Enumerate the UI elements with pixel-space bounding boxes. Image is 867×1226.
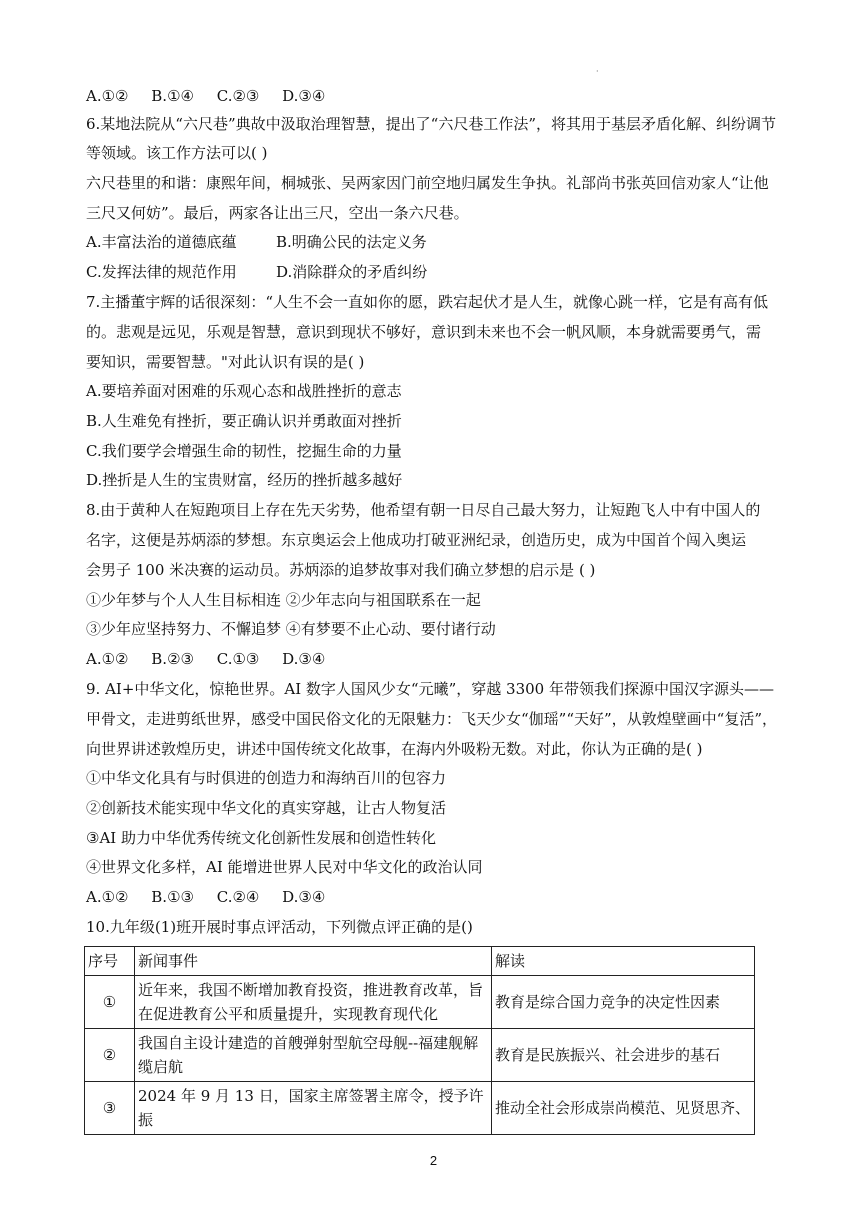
- row-event-line: 缆启航: [138, 1058, 184, 1076]
- q6-option-a: A.丰富法治的道德底蕴: [86, 233, 237, 251]
- q5-choice-a: A.①②: [86, 87, 129, 105]
- table-row: [85, 1029, 755, 1082]
- q9-choice-b: B.①③: [151, 888, 194, 906]
- table-row: [85, 1082, 755, 1135]
- q7-option-a: A.要培养面对困难的乐观心态和战胜挫折的意志: [86, 382, 402, 400]
- q9-item-2: ②创新技术能实现中华文化的真实穿越，让古人物复活: [86, 799, 447, 817]
- header-number: 序号: [85, 947, 135, 976]
- q8-choice-c: C.①③: [216, 650, 260, 668]
- header-event: 新闻事件: [135, 947, 492, 976]
- q9-choice-d: D.③④: [282, 888, 326, 906]
- q6-stem-line2: 等领域。该工作方法可以( ): [86, 144, 268, 162]
- page-number: 2: [429, 1153, 438, 1168]
- row-event-line: 在促进教育公平和质量提升，实现教育现代化: [138, 1005, 439, 1023]
- q6-material-line1: 六尺巷里的和谐：康熙年间，桐城张、吴两家因门前空地归属发生争执。礼部尚书张英回信劝家人“让他: [86, 174, 769, 192]
- q9-item-4: ④世界文化多样，AI 能增进世界人民对中华文化的政治认同: [86, 858, 483, 876]
- q5-choice-d: D.③④: [282, 87, 326, 105]
- q9-choices: [86, 887, 343, 907]
- row-event-line: 2024 年 9 月 13 日，国家主席签署主席令，授予许振: [138, 1087, 484, 1129]
- row-reading: 教育是民族振兴、社会进步的基石: [492, 1029, 755, 1082]
- q7-stem-line2: 的。悲观是远见，乐观是智慧，意识到现状不够好，意识到未来也不会一帆风顺，本身就需要勇气，需: [86, 323, 762, 341]
- q7-option-d: D.挫折是人生的宝贵财富，经历的挫折越多越好: [86, 471, 403, 489]
- q6-option-c: C.发挥法律的规范作用: [86, 263, 237, 281]
- q8-stem-line1: 8.由于黄种人在短跑项目上存在先天劣势，他希望有朝一日尽自己最大努力，让短跑飞人中有中国人的: [86, 501, 761, 519]
- q5-choices: [86, 86, 343, 106]
- q6-option-b: B.明确公民的法定义务: [276, 233, 427, 251]
- q9-stem-line3: 向世界讲述敦煌历史，讲述中国传统文化故事，在海内外吸粉无数。对此，你认为正确的是( ): [86, 740, 703, 758]
- row-event: [135, 976, 492, 1029]
- q6-material-line2: 三尺又何妨”。最后，两家各让出三尺，空出一条六尺巷。: [86, 204, 469, 222]
- q7-stem-line1: 7.主播董宇辉的话很深刻：“人生不会一直如你的愿，跌宕起伏才是人生，就像心跳一样，它是有高有低: [86, 293, 768, 311]
- q9-stem-line1: 9. AI+中华文化，惊艳世界。AI 数字人国风少女“元曦”，穿越 3300 年带领我们探源中国汉字源头——: [86, 680, 774, 698]
- q7-option-c: C.我们要学会增强生命的韧性，挖掘生命的力量: [86, 442, 402, 460]
- row-event: [135, 1029, 492, 1082]
- table-row: [85, 976, 755, 1029]
- q6-option-d: D.消除群众的矛盾纠纷: [276, 263, 428, 281]
- row-event-line: 我国自主设计建造的首艘弹射型航空母舰--福建舰解: [138, 1034, 479, 1052]
- news-table: [84, 946, 755, 1135]
- row-number: ①: [85, 976, 135, 1029]
- row-reading: 教育是综合国力竞争的决定性因素: [492, 976, 755, 1029]
- q9-choice-c: C.②④: [216, 888, 260, 906]
- q8-choice-b: B.②③: [151, 650, 194, 668]
- q8-stem-line3: 会男子 100 米决赛的运动员。苏炳添的追梦故事对我们确立梦想的启示是 ( ): [86, 561, 596, 579]
- row-reading: 推动全社会形成崇尚模范、见贤思齐、: [492, 1082, 755, 1135]
- q9-item-1: ①中华文化具有与时俱进的创造力和海纳百川的包容力: [86, 769, 447, 787]
- q8-stem-line2: 名字，这便是苏炳添的梦想。东京奥运会上他成功打破亚洲纪录，创造历史，成为中国首个闯入奥运: [86, 531, 747, 549]
- q6-options-row1: [86, 232, 427, 252]
- q10-stem: 10.九年级(1)班开展时事点评活动，下列微点评正确的是(): [86, 918, 473, 936]
- row-number: ②: [85, 1029, 135, 1082]
- q5-choice-c: C.②③: [216, 87, 260, 105]
- q9-choice-a: A.①②: [86, 888, 129, 906]
- q8-choice-a: A.①②: [86, 650, 129, 668]
- q6-options-row2: [86, 262, 427, 282]
- q8-choice-d: D.③④: [282, 650, 326, 668]
- header-reading: 解读: [492, 947, 755, 976]
- q8-items-row2: ③少年应坚持努力、不懈追梦 ④有梦要不止心动、要付诸行动: [86, 620, 496, 638]
- row-event: [135, 1082, 492, 1135]
- q9-stem-line2: 甲骨文，走进剪纸世界，感受中国民俗文化的无限魅力：飞天少女“伽瑶”“天好”，从敦煌壁画中“复活”，: [86, 710, 778, 728]
- q5-choice-b: B.①④: [151, 87, 194, 105]
- q8-choices: [86, 649, 343, 669]
- q7-option-b: B.人生难免有挫折，要正确认识并勇敢面对挫折: [86, 412, 402, 430]
- q9-item-3: ③AI 助力中华优秀传统文化创新性发展和创造性转化: [86, 829, 436, 847]
- table-header-row: [85, 947, 755, 976]
- corner-mark: ·: [596, 67, 599, 76]
- q8-items-row1: ①少年梦与个人人生目标相连 ②少年志向与祖国联系在一起: [86, 591, 481, 609]
- q6-stem-line1: 6.某地法院从“六尺巷”典故中汲取治理智慧，提出了“六尺巷工作法”，将其用于基层矛盾化解、纠纷调节: [86, 115, 776, 133]
- row-number: ③: [85, 1082, 135, 1135]
- row-event-line: 近年来，我国不断增加教育投资，推进教育改革，旨: [138, 981, 484, 999]
- q7-stem-line3: 要知识，需要智慧。"对此认识有误的是( ): [86, 353, 365, 371]
